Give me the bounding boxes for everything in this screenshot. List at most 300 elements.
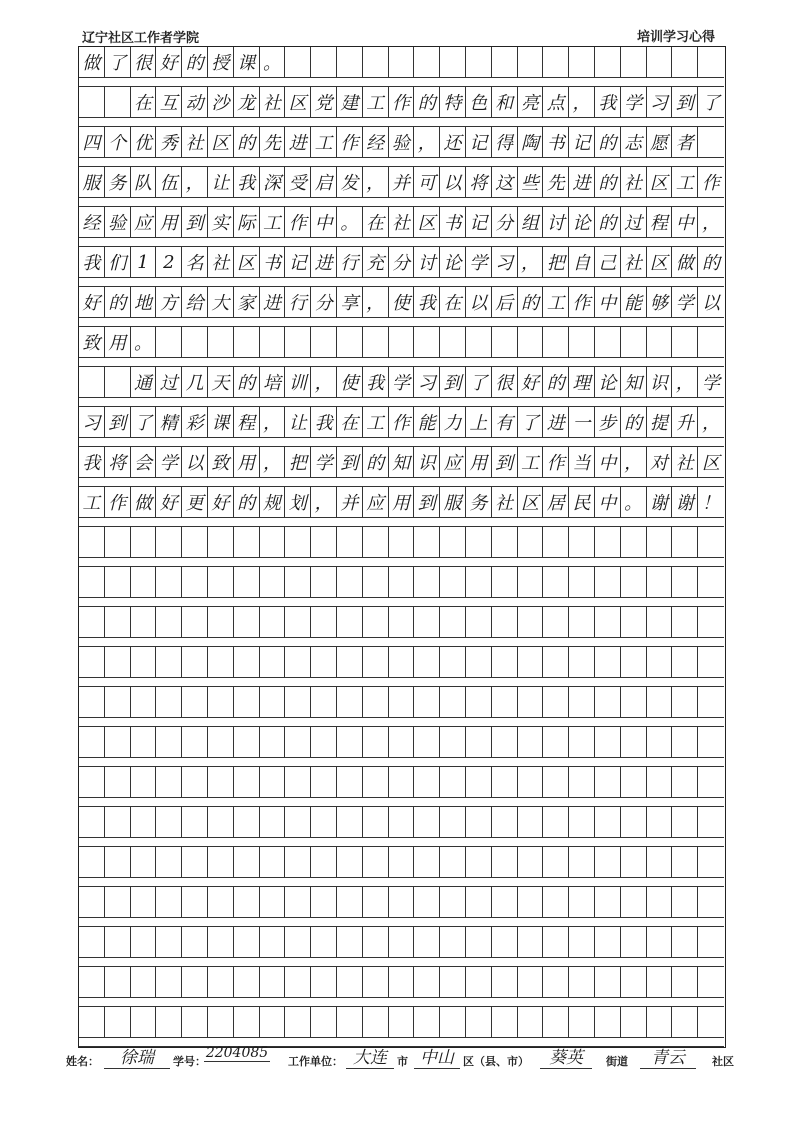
grid-cell: 区 [414,207,440,238]
grid-cell: 工 [363,87,389,118]
grid-cell [260,327,286,358]
grid-cell [492,327,518,358]
grid-cell [311,1007,337,1038]
grid-cell: 论 [595,367,621,398]
grid-cell: 我 [363,367,389,398]
grid-cell [698,727,724,758]
grid-cell [156,887,182,918]
grid-cell [182,847,208,878]
grid-cell: 队 [131,167,157,198]
grid-cell: ， [569,87,595,118]
grid-cell [389,527,415,558]
grid-cell [285,807,311,838]
grid-cell [363,1007,389,1038]
grid-cell: 使 [389,287,415,318]
grid-cell [363,327,389,358]
grid-cell [621,767,647,798]
grid-cell: ， [182,167,208,198]
grid-cell [569,567,595,598]
grid-cell: 好 [208,487,234,518]
grid-cell: 这 [492,167,518,198]
grid-cell [285,727,311,758]
grid-cell [182,887,208,918]
grid-cell: 到 [182,207,208,238]
grid-cell: 还 [440,127,466,158]
grid-cell [595,607,621,638]
grid-cell [79,767,105,798]
grid-cell: 工 [543,287,569,318]
grid-cell [156,767,182,798]
grid-cell: 习 [647,87,673,118]
grid-cell [414,847,440,878]
grid-cell [543,847,569,878]
grid-row [79,727,724,767]
grid-cell: 。 [621,487,647,518]
grid-cell: 学 [672,287,698,318]
grid-cell [518,807,544,838]
grid-cell [440,847,466,878]
grid-cell: 做 [672,247,698,278]
grid-cell: 到 [440,367,466,398]
grid-cell: 社 [492,487,518,518]
grid-cell [414,607,440,638]
community-value: 青云 [640,1043,696,1069]
grid-cell [466,47,492,78]
grid-cell [285,607,311,638]
grid-cell [105,807,131,838]
grid-cell [79,807,105,838]
grid-cell: 工 [260,207,286,238]
grid-cell: 致 [79,327,105,358]
grid-cell [389,727,415,758]
grid-cell: 社 [672,447,698,478]
grid-cell [156,807,182,838]
grid-cell [79,367,105,398]
grid-cell: 好 [518,367,544,398]
grid-cell: 提 [647,407,673,438]
grid-cell [234,887,260,918]
grid-cell [337,687,363,718]
grid-cell: 以 [698,287,724,318]
grid-cell: 作 [389,87,415,118]
grid-cell [363,887,389,918]
page-footer [0,1040,799,1080]
grid-cell: 了 [131,407,157,438]
grid-cell [647,887,673,918]
grid-cell: 天 [208,367,234,398]
grid-cell [672,1007,698,1038]
grid-cell: 通 [131,367,157,398]
grid-cell: 步 [595,407,621,438]
grid-cell [492,887,518,918]
district-suffix: 区（县、市） [463,1055,529,1068]
grid-cell [156,647,182,678]
grid-cell [698,47,724,78]
grid-cell [105,727,131,758]
grid-cell [518,687,544,718]
grid-cell: 应 [440,447,466,478]
grid-cell [285,527,311,558]
grid-cell [414,567,440,598]
grid-cell [389,967,415,998]
grid-cell: 陶 [518,127,544,158]
grid-cell [234,967,260,998]
grid-cell: 学 [311,447,337,478]
grid-cell: 区 [647,167,673,198]
community-suffix: 社区 [712,1055,734,1068]
grid-cell: 用 [234,447,260,478]
grid-cell: 用 [156,207,182,238]
grid-cell [105,927,131,958]
street-suffix: 街道 [606,1055,628,1068]
grid-cell [569,927,595,958]
grid-cell [492,767,518,798]
grid-cell: 应 [363,487,389,518]
grid-cell: 彩 [182,407,208,438]
grid-cell: 培 [260,367,286,398]
grid-row [79,607,724,647]
grid-cell [466,887,492,918]
grid-cell: 书 [440,207,466,238]
grid-cell: 中 [595,287,621,318]
grid-cell: 了 [518,407,544,438]
grid-cell [79,687,105,718]
grid-cell: 色 [466,87,492,118]
grid-cell [466,967,492,998]
grid-cell: 名 [182,247,208,278]
grid-cell [208,647,234,678]
grid-cell: 会 [131,447,157,478]
grid-cell [285,967,311,998]
grid-cell [492,847,518,878]
grid-cell [569,607,595,638]
grid-cell: 务 [105,167,131,198]
grid-cell [518,967,544,998]
grid-cell: 服 [79,167,105,198]
grid-cell: 分 [389,247,415,278]
grid-cell [698,967,724,998]
grid-cell: 到 [414,487,440,518]
grid-cell: 作 [569,287,595,318]
grid-cell [492,527,518,558]
grid-cell [208,687,234,718]
text-line [79,407,724,447]
grid-cell [543,607,569,638]
grid-row [79,847,724,887]
grid-row [79,887,724,927]
grid-cell: 论 [440,247,466,278]
grid-cell [79,527,105,558]
city-suffix: 市 [397,1055,408,1068]
grid-cell [363,847,389,878]
grid-cell [672,47,698,78]
grid-cell: 者 [672,127,698,158]
grid-cell [466,527,492,558]
grid-cell: 到 [105,407,131,438]
grid-cell [466,767,492,798]
grid-cell: 给 [182,287,208,318]
grid-cell [389,847,415,878]
grid-cell [518,767,544,798]
grid-cell: 深 [260,167,286,198]
grid-cell [79,607,105,638]
grid-cell: 社 [182,127,208,158]
grid-cell [363,527,389,558]
grid-cell [672,767,698,798]
grid-cell: 到 [672,87,698,118]
grid-cell: 大 [208,287,234,318]
grid-cell: 当 [569,447,595,478]
grid-cell: 秀 [156,127,182,158]
grid-cell [182,327,208,358]
grid-cell: 们 [105,247,131,278]
grid-cell: 先 [543,167,569,198]
grid-cell [492,727,518,758]
grid-cell [466,327,492,358]
grid-cell [543,807,569,838]
institution-name: 辽宁社区工作者学院 [82,31,200,46]
grid-cell: 好 [156,487,182,518]
grid-cell [337,727,363,758]
grid-cell [131,567,157,598]
grid-cell: 工 [79,487,105,518]
name-value: 徐瑞 [104,1043,170,1069]
grid-cell: 1 [131,247,157,278]
grid-cell [569,527,595,558]
grid-cell [466,927,492,958]
text-line [79,367,724,407]
grid-cell [131,687,157,718]
grid-cell [569,1007,595,1038]
grid-cell [105,647,131,678]
grid-cell: 训 [285,367,311,398]
grid-cell [285,847,311,878]
grid-cell [260,607,286,638]
grid-cell [569,727,595,758]
grid-cell: 使 [337,367,363,398]
grid-cell: 进 [285,127,311,158]
grid-cell [208,327,234,358]
grid-cell: 地 [131,287,157,318]
grid-cell [440,327,466,358]
grid-cell [285,687,311,718]
grid-cell [79,1007,105,1038]
grid-cell [414,47,440,78]
grid-cell [440,927,466,958]
grid-row [79,687,724,727]
grid-cell: 充 [363,247,389,278]
grid-cell: 区 [234,247,260,278]
grid-cell [182,607,208,638]
grid-cell [337,607,363,638]
grid-cell: ， [698,207,724,238]
grid-cell [672,647,698,678]
grid-cell [595,647,621,678]
grid-cell [492,567,518,598]
grid-cell [311,527,337,558]
grid-cell [414,767,440,798]
grid-cell [621,1007,647,1038]
grid-cell: 进 [260,287,286,318]
grid-cell [337,807,363,838]
grid-cell [105,87,131,118]
grid-cell: 的 [234,367,260,398]
grid-cell [208,567,234,598]
grid-cell: ， [414,127,440,158]
grid-cell [131,807,157,838]
grid-cell: 区 [698,447,724,478]
grid-cell [79,727,105,758]
grid-cell: 将 [466,167,492,198]
grid-cell [518,47,544,78]
grid-cell [182,807,208,838]
grid-cell [698,887,724,918]
grid-cell [260,727,286,758]
unit-label: 工作单位： [288,1055,343,1068]
grid-cell: 习 [414,367,440,398]
grid-cell: 几 [182,367,208,398]
grid-cell [311,847,337,878]
text-line [79,487,724,527]
grid-cell: 知 [621,367,647,398]
grid-cell: 识 [647,367,673,398]
grid-cell: 工 [311,127,337,158]
grid-cell: 的 [234,127,260,158]
grid-cell: 中 [595,447,621,478]
grid-cell: 课 [208,407,234,438]
grid-cell: ， [363,287,389,318]
grid-cell [156,327,182,358]
grid-cell: 际 [234,207,260,238]
grid-cell [543,327,569,358]
grid-cell [595,727,621,758]
grid-cell [260,887,286,918]
grid-cell [466,567,492,598]
grid-cell [466,1007,492,1038]
grid-cell [285,327,311,358]
grid-cell [234,527,260,558]
grid-cell [440,727,466,758]
grid-cell [414,887,440,918]
grid-cell: 和 [492,87,518,118]
grid-cell [363,727,389,758]
grid-cell: 做 [79,47,105,78]
grid-cell [698,607,724,638]
grid-cell [621,607,647,638]
grid-cell [182,967,208,998]
grid-cell [182,727,208,758]
grid-cell [698,327,724,358]
grid-cell: 些 [518,167,544,198]
text-line [79,287,724,327]
grid-cell [672,847,698,878]
grid-cell [260,647,286,678]
grid-cell [389,327,415,358]
grid-cell: 点 [543,87,569,118]
grid-cell: 应 [131,207,157,238]
grid-cell: 优 [131,127,157,158]
grid-cell [182,767,208,798]
grid-cell [647,1007,673,1038]
grid-cell [156,687,182,718]
grid-cell [363,607,389,638]
grid-cell: 有 [492,407,518,438]
grid-cell: 方 [156,287,182,318]
grid-cell: 讨 [543,207,569,238]
grid-cell: 行 [285,287,311,318]
grid-cell [337,1007,363,1038]
sheet-title: 培训学习心得 [637,30,716,45]
grid-cell [79,927,105,958]
grid-cell [466,687,492,718]
grid-cell [79,967,105,998]
grid-cell [131,607,157,638]
grid-cell [311,607,337,638]
grid-cell: 的 [105,287,131,318]
grid-cell [672,927,698,958]
grid-cell: 中 [672,207,698,238]
grid-cell: 务 [466,487,492,518]
grid-cell [595,807,621,838]
grid-cell [466,647,492,678]
text-line [79,327,724,367]
grid-cell [363,967,389,998]
grid-cell: 经 [363,127,389,158]
grid-cell [672,727,698,758]
grid-cell [621,47,647,78]
grid-cell: 能 [414,407,440,438]
grid-cell: 建 [337,87,363,118]
grid-cell: 学 [466,247,492,278]
grid-cell [440,967,466,998]
grid-cell [311,727,337,758]
grid-cell: 先 [260,127,286,158]
grid-cell [595,327,621,358]
grid-cell: 学 [621,87,647,118]
writing-grid [78,46,726,1048]
grid-cell: 一 [569,407,595,438]
grid-cell: 做 [131,487,157,518]
grid-cell: ， [260,407,286,438]
grid-row [79,767,724,807]
grid-cell: 志 [621,127,647,158]
grid-cell [105,527,131,558]
grid-cell [337,647,363,678]
grid-cell [492,687,518,718]
grid-cell [311,807,337,838]
grid-cell [156,927,182,958]
grid-cell [389,887,415,918]
grid-cell [569,767,595,798]
grid-cell: 社 [621,247,647,278]
grid-cell [518,847,544,878]
grid-cell: 的 [414,87,440,118]
grid-cell [131,967,157,998]
grid-cell [131,527,157,558]
id-value: 2204085 [205,1045,269,1061]
grid-cell [698,647,724,678]
grid-cell [337,887,363,918]
grid-cell: 书 [543,127,569,158]
grid-cell [466,727,492,758]
grid-cell [595,847,621,878]
grid-cell: 愿 [647,127,673,158]
grid-cell [492,607,518,638]
grid-cell: 的 [595,167,621,198]
grid-cell [105,367,131,398]
grid-cell: 四 [79,127,105,158]
grid-cell [260,1007,286,1038]
